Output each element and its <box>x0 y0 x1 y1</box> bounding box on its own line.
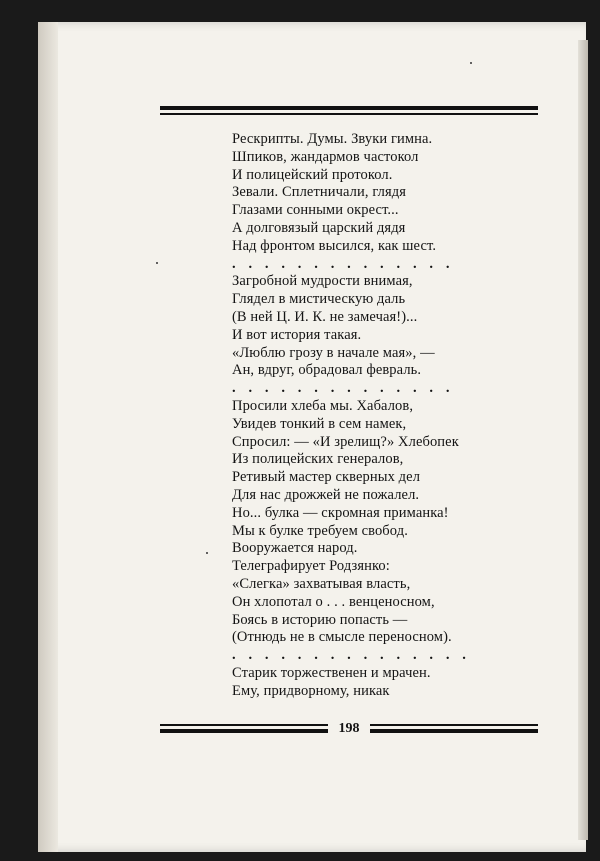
verse-line: (В ней Ц. И. К. не замечая!)... <box>232 308 418 325</box>
footer-rule-right-thin <box>370 724 538 726</box>
verse-line: Для нас дрожжей не пожалел. <box>232 486 420 503</box>
verse-line: Но... булка — скромная приманка! <box>232 504 449 521</box>
verse-line: Загробной мудрости внимая, <box>232 273 413 290</box>
verse-line: Увидев тонкий в сем намек, <box>232 415 407 432</box>
verse-line: Из полицейских генералов, <box>232 451 404 468</box>
page-edge <box>578 40 588 840</box>
verse-line: И полицейский протокол. <box>232 166 393 183</box>
ellipsis-separator: . . . . . . . . . . . . . . <box>232 255 455 272</box>
verse-line: И вот история такая. <box>232 326 362 343</box>
dust-speck <box>470 62 472 64</box>
page-gutter <box>38 22 58 852</box>
verse-line: Ретивый мастер скверных дел <box>232 469 421 486</box>
dust-speck <box>206 552 208 554</box>
verse-line: Боясь в историю попасть — <box>232 611 408 628</box>
dust-speck <box>156 262 158 264</box>
verse-line: Вооружается народ. <box>232 540 358 557</box>
verse-line: «Слегка» захватывая власть, <box>232 575 411 592</box>
ellipsis-separator: . . . . . . . . . . . . . . . <box>232 647 471 664</box>
verse-line: Просили хлеба мы. Хабалов, <box>232 397 414 414</box>
header-rule-thin <box>160 113 538 115</box>
verse-line: Ему, придворному, никак <box>232 682 390 699</box>
poem-text <box>232 131 552 701</box>
verse-line: Глазами сонными окрест... <box>232 202 399 219</box>
verse-line: Телеграфирует Родзянко: <box>232 558 390 575</box>
footer-rule-right-thick <box>370 729 538 733</box>
verse-line: Спросил: — «И зрелищ?» Хлебопек <box>232 433 459 450</box>
verse-line: Глядел в мистическую даль <box>232 291 406 308</box>
verse-line: Ан, вдруг, обрадовал февраль. <box>232 362 422 379</box>
verse-line: Зевали. Сплетничали, глядя <box>232 184 406 201</box>
verse-line: Он хлопотал о . . . венценосном, <box>232 593 435 610</box>
header-rule-thick <box>160 106 538 110</box>
verse-line: Шпиков, жандармов частокол <box>232 148 419 165</box>
verse-line: Мы к булке требуем свобод. <box>232 522 408 539</box>
page-footer <box>160 720 538 740</box>
verse-line: А долговязый царский дядя <box>232 219 406 236</box>
verse-line: Над фронтом высился, как шест. <box>232 237 437 254</box>
verse-line: (Отнюдь не в смысле переносном). <box>232 629 452 646</box>
footer-rule-left-thick <box>160 729 328 733</box>
verse-line: Старик торжественен и мрачен. <box>232 664 431 681</box>
footer-rule-left-thin <box>160 724 328 726</box>
ellipsis-separator: . . . . . . . . . . . . . . <box>232 380 455 397</box>
verse-line: «Люблю грозу в начале мая», — <box>232 344 435 361</box>
verse-line: Рескрипты. Думы. Звуки гимна. <box>232 131 433 147</box>
page-number: 198 <box>338 721 360 736</box>
